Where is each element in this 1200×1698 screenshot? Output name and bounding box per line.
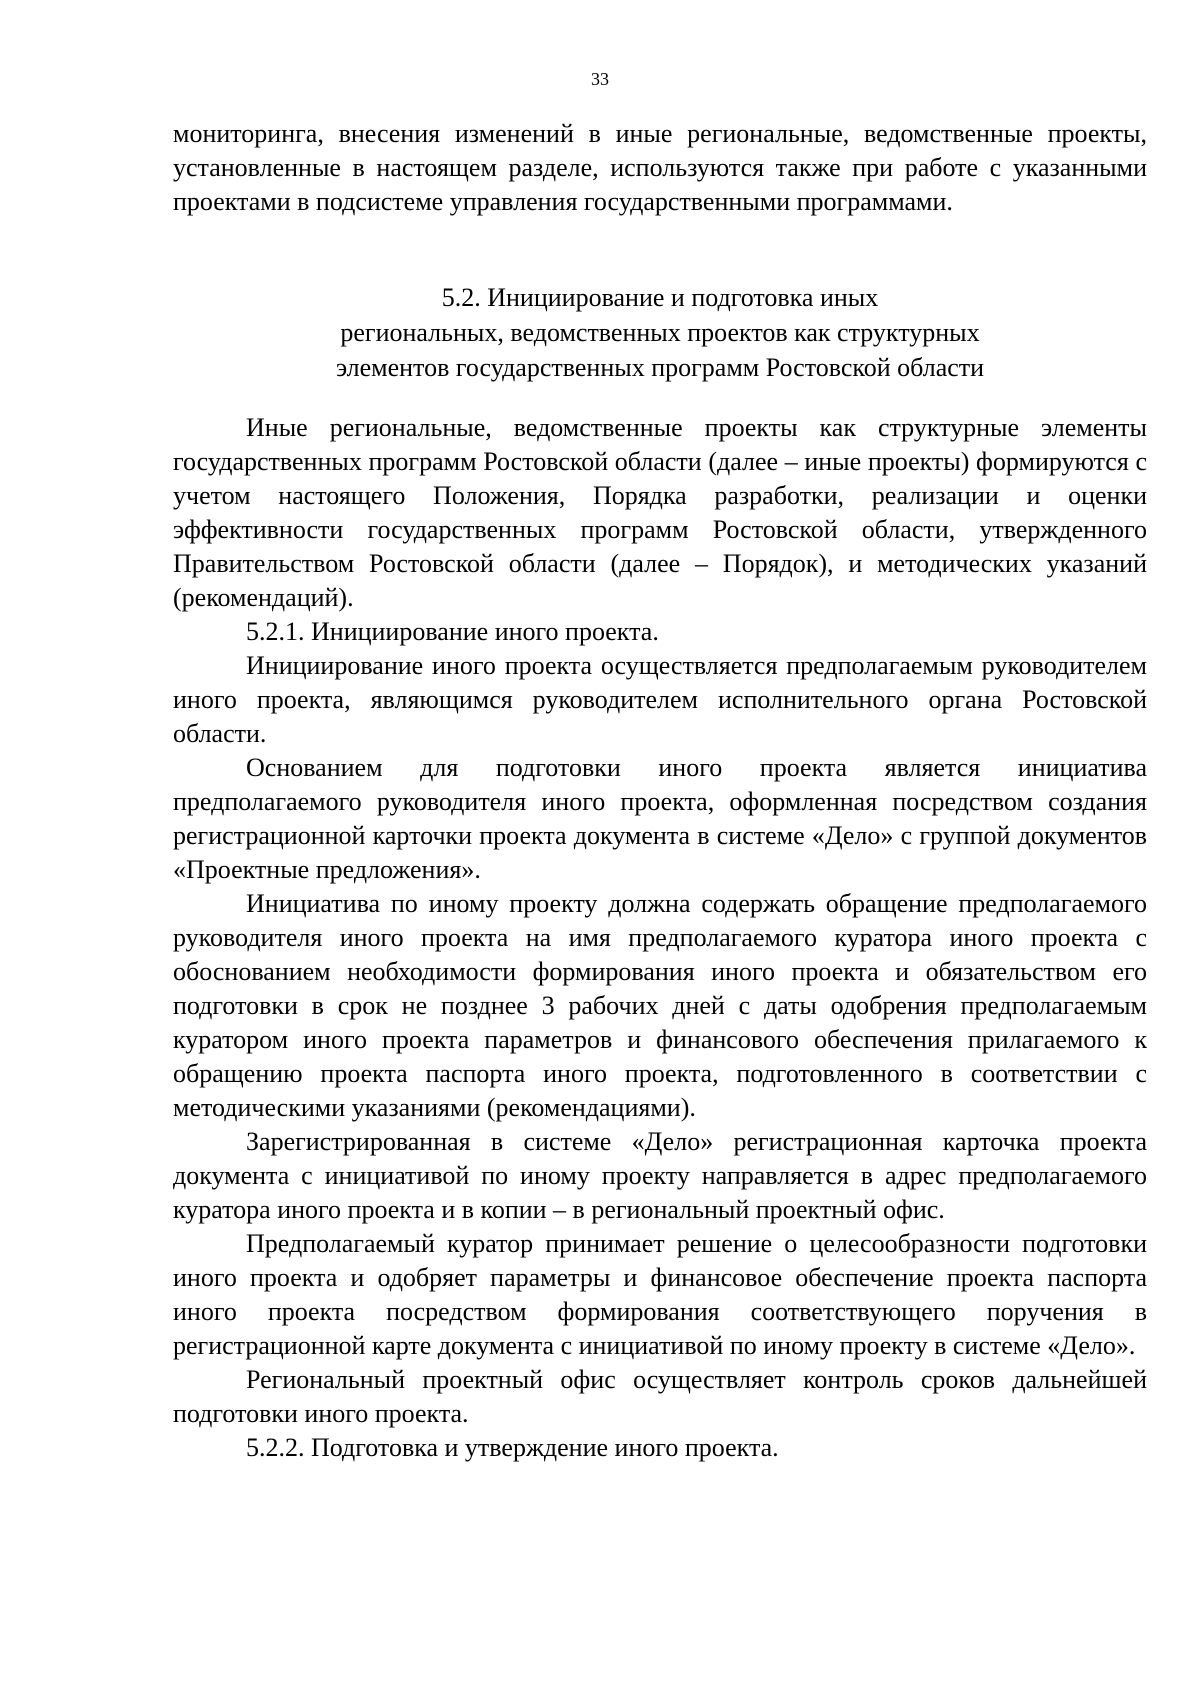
section-heading-line: 5.2. Инициирование и подготовка иных (441, 283, 879, 312)
continuation-block (173, 117, 1147, 219)
paragraph-curator-decision: Предполагаемый куратор принимает решение о целесообразности подготовки иного проекта и одобряет параметры и финансовое обеспечение проекта паспорта иного проекта посредством формирования соответствующего поручения в регистрационной карте документа с инициативой по иному проекту в системе «Дело». (173, 1229, 1147, 1360)
paragraph-initiative-content: Инициатива по иному проекту должна содержать обращение предполагаемого руководителя иного проекта на имя предполагаемого куратора иного проекта с обоснованием необходимости формирования иного проекта и обязательством его подготовки в срок не позднее 3 рабочих дней с даты одобрения предполагаемым куратором иного проекта параметров и финансового обеспечения прилагаемого к обращению проекта паспорта иного проекта, подготовленного в соответствии с методическими указаниями (рекомендациями). (173, 889, 1147, 1122)
paragraph-initiation: Инициирование иного проекта осуществляется предполагаемым руководителем иного проекта, являющимся руководителем исполнительного органа Ростовской области. (173, 651, 1147, 748)
subsection-heading-5-2-2: 5.2.2. Подготовка и утверждение иного проекта. (246, 1433, 779, 1462)
page-number: 33 (591, 69, 609, 89)
section-heading-line: региональных, ведомственных проектов как структурных (340, 318, 980, 347)
main-text-block (173, 411, 1147, 1465)
paragraph-project-office: Региональный проектный офис осуществляет контроль сроков дальнейшей подготовки иного проекта. (173, 1365, 1147, 1428)
paragraph-intro: Иные региональные, ведомственные проекты как структурные элементы государственных программ Ростовской области (далее – иные проекты) формируются с учетом настоящего Положения, Порядка разработки, реализации и оценки эффективности государственных программ Ростовской области, утвержденного Правительством Ростовской области (далее – Порядок), и методических указаний (рекомендаций). (173, 413, 1147, 612)
paragraph-registration: Зарегистрированная в системе «Дело» регистрационная карточка проекта документа с инициативой по иному проекту направляется в адрес предполагаемого куратора иного проекта и в копии – в региональный проектный офис. (173, 1127, 1147, 1224)
section-heading (173, 280, 1147, 385)
paragraph-basis: Основанием для подготовки иного проекта является инициатива предполагаемого руководителя иного проекта, оформленная посредством создания регистрационной карточки проекта документа в системе «Дело» с группой документов «Проектные предложения». (173, 753, 1147, 884)
subsection-heading-5-2-1: 5.2.1. Инициирование иного проекта. (246, 617, 659, 646)
section-heading-line: элементов государственных программ Ростовской области (335, 353, 985, 382)
continuation-paragraph: мониторинга, внесения изменений в иные региональные, ведомственные проекты, установленные в настоящем разделе, используются также при работе с указанными проектами в подсистеме управления государственными программами. (173, 119, 1147, 216)
